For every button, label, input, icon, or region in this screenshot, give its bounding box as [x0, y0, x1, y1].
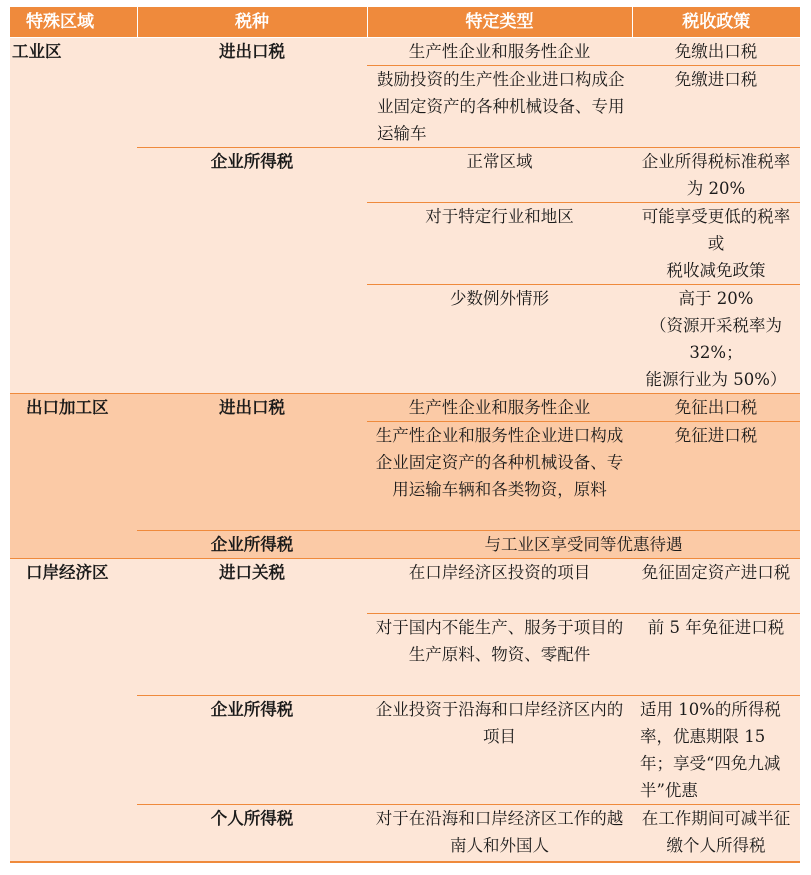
zone-export-processing: 出口加工区 [10, 394, 137, 559]
policy-cell: 免缴出口税 [632, 38, 800, 66]
tax-border-personal: 个人所得税 [137, 805, 367, 863]
header-tax-policy: 税收政策 [632, 7, 800, 38]
header-special-zone: 特殊区域 [10, 7, 137, 38]
policy-cell: 免征出口税 [632, 394, 800, 422]
type-cell: 少数例外情形 [367, 285, 632, 394]
type-cell: 生产性企业和服务性企业 [367, 38, 632, 66]
type-cell: 企业投资于沿海和口岸经济区内的项目 [367, 696, 632, 805]
policy-cell: 前 5 年免征进口税 [632, 614, 800, 696]
policy-cell: 适用 10%的所得税率，优惠期限 15 年；享受“四免九减半”优惠 [632, 696, 800, 805]
type-cell: 正常区域 [367, 148, 632, 203]
policy-cell: 免征固定资产进口税 [632, 559, 800, 614]
zone-industrial: 工业区 [10, 38, 137, 394]
table-row [10, 394, 800, 422]
type-cell: 生产性企业和服务性企业进口构成企业固定资产的各种机械设备、专用运输车辆和各类物资，原料 [367, 422, 632, 531]
merged-policy-cell: 与工业区享受同等优惠待遇 [367, 531, 800, 559]
tax-border-import: 进口关税 [137, 559, 367, 696]
policy-cell: 免缴进口税 [632, 66, 800, 148]
policy-cell: 免征进口税 [632, 422, 800, 531]
tax-industrial-import-export: 进出口税 [137, 38, 367, 148]
type-cell: 在口岸经济区投资的项目 [367, 559, 632, 614]
policy-cell: 可能享受更低的税率或 税收减免政策 [632, 203, 800, 285]
type-cell: 对于特定行业和地区 [367, 203, 632, 285]
header-row [10, 7, 800, 38]
type-cell: 鼓励投资的生产性企业进口构成企业固定资产的各种机械设备、专用运输车 [367, 66, 632, 148]
tax-export-import-export: 进出口税 [137, 394, 367, 531]
type-cell: 对于在沿海和口岸经济区工作的越南人和外国人 [367, 805, 632, 863]
policy-cell: 企业所得税标准税率为 20% [632, 148, 800, 203]
policy-cell: 在工作期间可减半征缴个人所得税 [632, 805, 800, 863]
zone-border-economic: 口岸经济区 [10, 559, 137, 863]
type-cell: 生产性企业和服务性企业 [367, 394, 632, 422]
header-tax-type: 税种 [137, 7, 367, 38]
tax-industrial-corporate: 企业所得税 [137, 148, 367, 394]
header-specific-type: 特定类型 [367, 7, 632, 38]
type-cell: 对于国内不能生产、服务于项目的 生产原料、物资、零配件 [367, 614, 632, 696]
policy-cell: 高于 20% （资源开采税率为 32%； 能源行业为 50%） [632, 285, 800, 394]
table-row [10, 559, 800, 614]
tax-policy-table [10, 7, 800, 863]
tax-border-corporate: 企业所得税 [137, 696, 367, 805]
table-row [10, 38, 800, 66]
tax-export-corporate: 企业所得税 [137, 531, 367, 559]
